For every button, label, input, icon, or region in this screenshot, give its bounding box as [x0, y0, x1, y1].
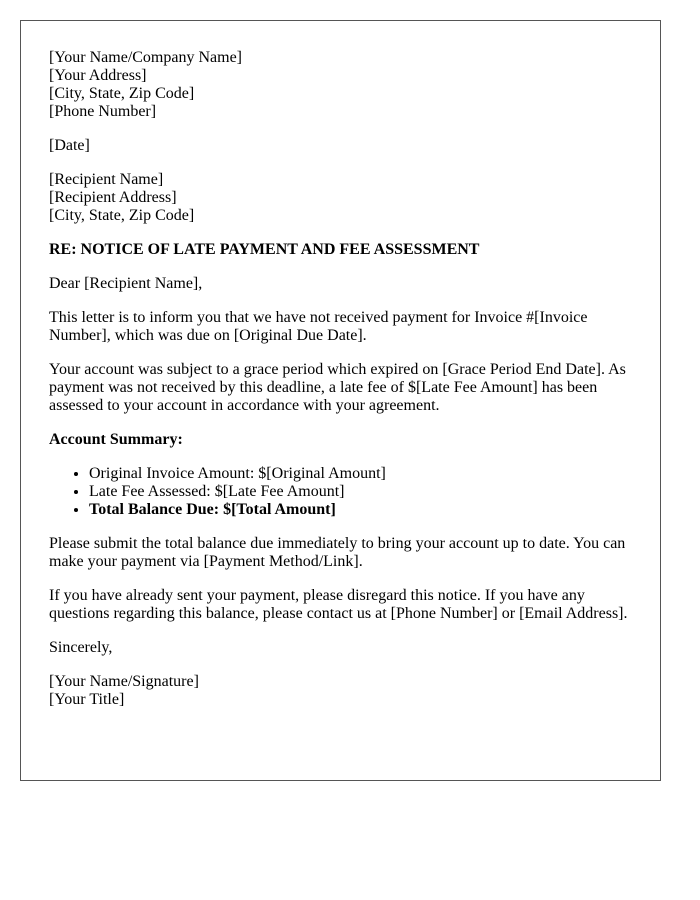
sender-name: [Your Name/Company Name] — [49, 49, 243, 66]
signature-name: [Your Name/Signature] — [49, 673, 199, 690]
subject-line — [49, 241, 632, 259]
letter — [20, 20, 661, 781]
summary-heading — [49, 431, 632, 449]
summary-item-total-text: Total Balance Due: $[Total Amount] — [89, 501, 336, 518]
summary-item-original: • Original Invoice Amount: $[Original Amount] — [89, 465, 632, 483]
salutation: Dear [Recipient Name], — [49, 275, 203, 292]
date: [Date] — [49, 137, 90, 154]
subject-text: RE: NOTICE OF LATE PAYMENT AND FEE ASSESSMENT — [49, 241, 480, 258]
sender-block — [49, 49, 632, 121]
signature-block — [49, 673, 632, 709]
paragraph-1: This letter is to inform you that we have not received payment for Invoice #[Invoice Number], which was due on [Original Due Date]. — [49, 309, 588, 344]
recipient-address: [Recipient Address] — [49, 189, 177, 206]
paragraph-4: If you have already sent your payment, please disregard this notice. If you have any questions regarding this balance, please contact us at [Phone Number] or [Email Address]. — [49, 587, 628, 622]
paragraph-2: Your account was subject to a grace period which expired on [Grace Period End Date]. As payment was not received by this deadline, a late fee of $[Late Fee Amount] has been assessed to your account in accordance with your agreement. — [49, 361, 626, 414]
signature-title: [Your Title] — [49, 691, 125, 708]
recipient-city: [City, State, Zip Code] — [49, 207, 195, 224]
sender-city: [City, State, Zip Code] — [49, 85, 195, 102]
closing: Sincerely, — [49, 639, 113, 656]
sender-address: [Your Address] — [49, 67, 147, 84]
paragraph-3: Please submit the total balance due immediately to bring your account up to date. You can make your payment via [Payment Method/Link]. — [49, 535, 626, 570]
sender-phone: [Phone Number] — [49, 103, 157, 120]
summary-item-late-fee: • Late Fee Assessed: $[Late Fee Amount] — [89, 483, 632, 501]
summary-list — [49, 465, 632, 519]
recipient-name: [Recipient Name] — [49, 171, 164, 188]
recipient-block — [49, 171, 632, 225]
summary-heading-text: Account Summary: — [49, 431, 183, 448]
summary-item-total — [89, 501, 632, 519]
